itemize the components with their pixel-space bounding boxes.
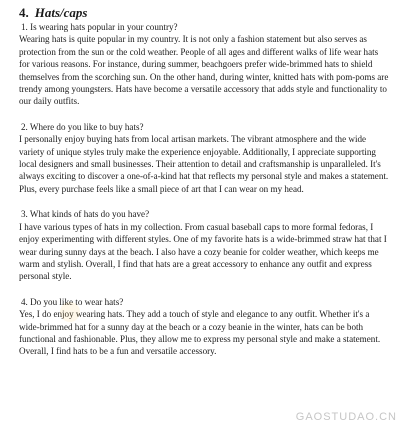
question-4: 4. Do you like to wear hats? [21, 296, 124, 307]
qa-section-2 [19, 121, 389, 195]
qa-section-1 [19, 21, 389, 108]
qa-section-3 [19, 208, 389, 282]
question-1: 1. Is wearing hats popular in your country? [21, 22, 178, 32]
answer-3: I have various types of hats in my collection. From casual baseball caps to more formal fedoras, I enjoy experimenting with different styles. One of my favorite hats is a wide-brimmed straw hat that I wear during sunny days at the beach. I also have a cozy beanie for colder weather, which keeps me warm and stylish. Overall, I find that hats are a great accessory to enhance any outfit and express personal style. [19, 221, 387, 282]
section-heading [19, 5, 87, 21]
question-3: 3. What kinds of hats do you have? [21, 209, 150, 220]
answer-2: I personally enjoy buying hats from local artisan markets. The vibrant atmosphere and the wide variety of unique styles truly make the experience enjoyable. Additionally, I appreciate supporting local designers and small businesses. Their attention to detail and craftsmanship is unparalleled. It's always exciting to discover a one-of-a-kind hat that reflects my personal style and makes a statement. Plus, every purchase feels like a small piece of art that I can wear on my head. [19, 134, 389, 194]
watermark-text: GAOSTUDAO.CN [295, 411, 397, 423]
heading-title: Hats/caps [34, 5, 88, 20]
answer-1: Wearing hats is quite popular in my country. It is not only a fashion statement but also serves as protection from the sun or the cold weather. People of all ages and different walks of life wear hats for various reasons. For instance, during summer, beachgoers prefer wide-brimmed hats to shield themselves from the scorching sun. On the other hand, during winter, knitted hats with pom-poms are trendy among youngsters. Hats have become a versatile accessory that adds style and functionality to our daily outfits. [19, 34, 389, 107]
question-2: 2. Where do you like to buy hats? [21, 121, 144, 132]
faint-stamp-mark [60, 302, 80, 322]
heading-number: 4. [19, 5, 29, 20]
answer-4: Yes, I do enjoy wearing hats. They add a touch of style and elegance to any outfit. Whether it's a wide-brimmed hat for a sunny day at the beach or a cozy beanie in the winter, hats can be both functional and fashionable. Plus, they allow me to express my personal style and make a statement. Overall, I find hats to be a fun and versatile accessory. [19, 309, 381, 357]
